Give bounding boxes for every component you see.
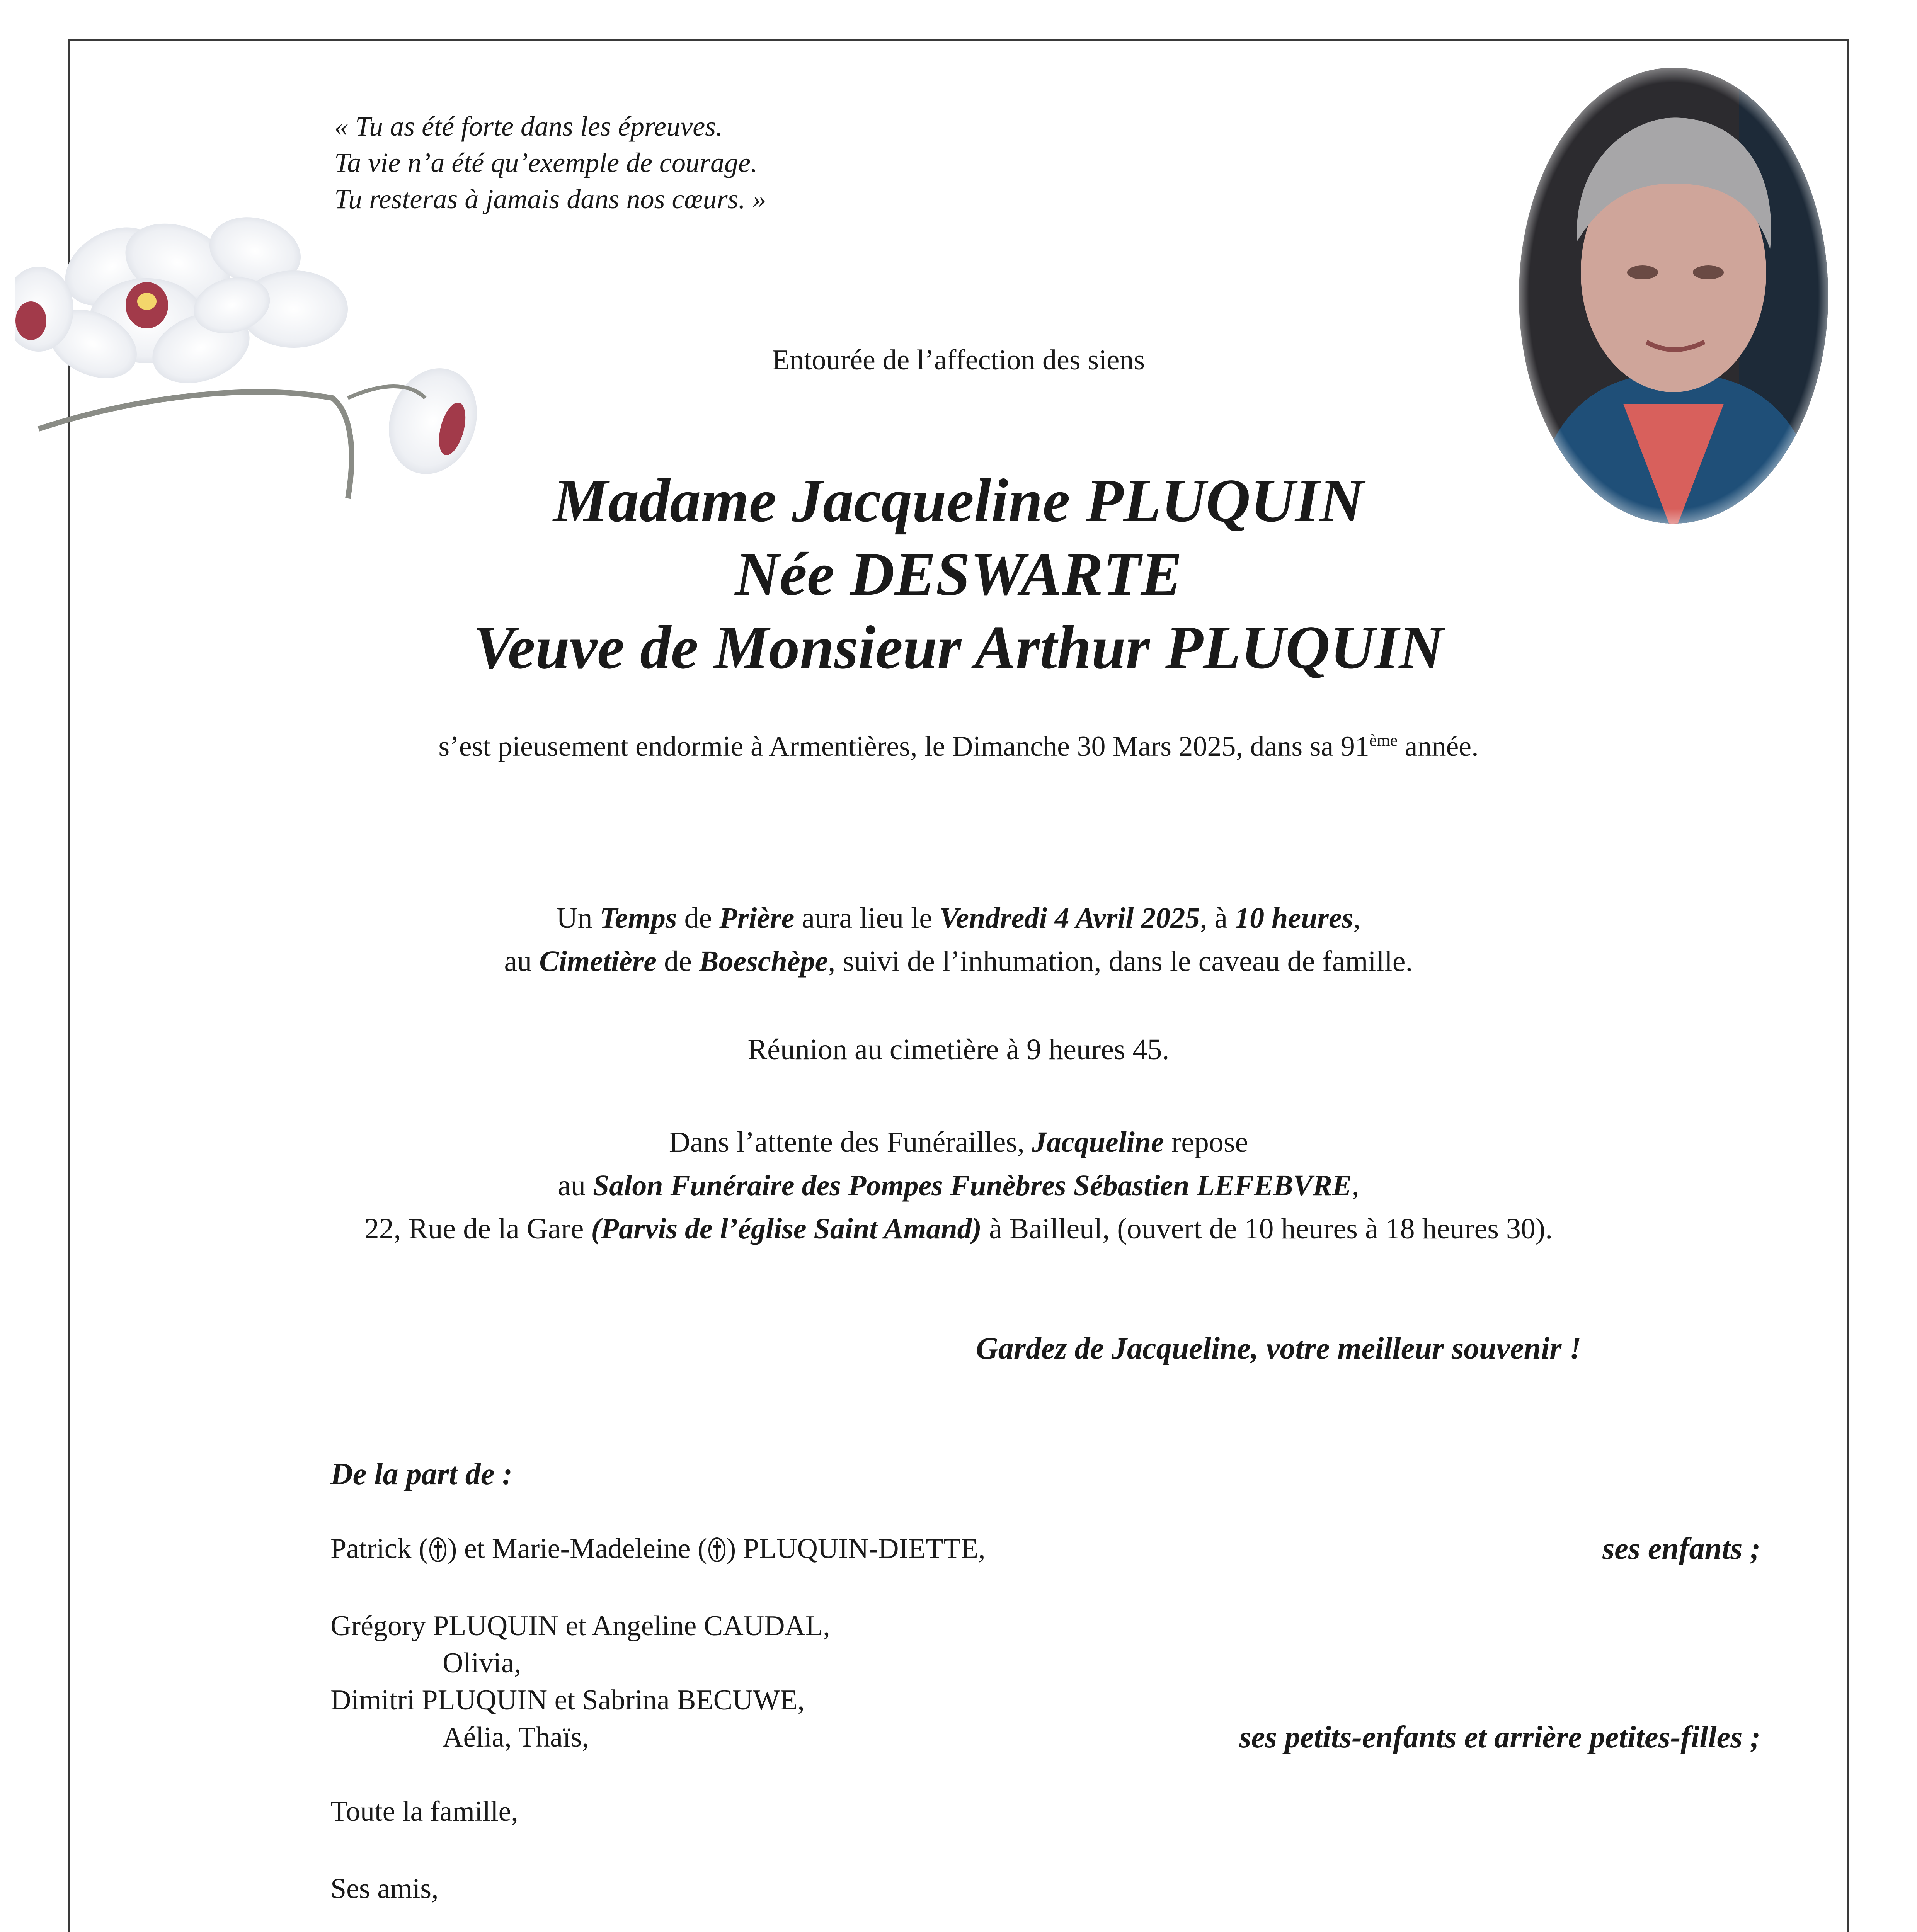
meeting-info: Réunion au cimetière à 9 heures 45. bbox=[747, 1033, 1170, 1066]
epigraph-line: Tu resteras à jamais dans nos cœurs. » bbox=[334, 184, 766, 214]
rest-line-2: au Salon Funéraire des Pompes Funèbres Sébastien LEFEBVRE, bbox=[558, 1169, 1359, 1202]
maiden-name: Née DESWARTE bbox=[735, 539, 1182, 608]
grandchildren-relation: ses petits-enfants et arrière petites-filles ; bbox=[1239, 1720, 1760, 1754]
cross-icon bbox=[428, 1536, 448, 1563]
deceased-name-block bbox=[68, 464, 1849, 684]
great-grandchildren-row bbox=[330, 1719, 1760, 1756]
epigraph-line: Ta vie n’a été qu’exemple de courage. bbox=[334, 147, 758, 178]
death-notice: s’est pieusement endormie à Armentières, le Dimanche 30 Mars 2025, dans sa 91ème année. bbox=[438, 731, 1479, 762]
portrait-photo bbox=[1507, 56, 1840, 535]
ceremony-line-1: Un Temps de Prière aura lieu le Vendredi 4 Avril 2025, à 10 heures, bbox=[556, 902, 1361, 934]
grandchild-couple-1: Grégory PLUQUIN et Angeline CAUDAL, bbox=[330, 1610, 830, 1642]
ceremony-info bbox=[68, 896, 1849, 983]
widow-of: Veuve de Monsieur Arthur PLUQUIN bbox=[473, 613, 1444, 682]
ceremony-line-2: au Cimetière de Boeschèpe, suivi de l’inhumation, dans le caveau de famille. bbox=[504, 945, 1413, 978]
intro-line: Entourée de l’affection des siens bbox=[772, 344, 1145, 376]
rest-line-3: 22, Rue de la Gare (Parvis de l’église Saint Amand) à Bailleul, (ouvert de 10 heures à 18 heures 30). bbox=[364, 1213, 1553, 1245]
epigraph-line: « Tu as été forte dans les épreuves. bbox=[334, 111, 723, 142]
children-row: Patrick ( ) et Marie-Madeleine ( ) PLUQUIN-DIETTE, ses enfants ; bbox=[330, 1530, 1760, 1567]
deceased-name: Madame Jacqueline PLUQUIN bbox=[553, 466, 1364, 535]
great-grandchildren-1: Olivia, bbox=[443, 1647, 521, 1679]
grandchild-couple-2: Dimitri PLUQUIN et Sabrina BECUWE, bbox=[330, 1684, 805, 1716]
cross-icon bbox=[707, 1536, 727, 1563]
epigraph bbox=[334, 108, 766, 217]
signoff: Gardez de Jacqueline, votre meilleur souvenir ! bbox=[976, 1332, 1582, 1366]
friends: Ses amis, bbox=[330, 1873, 439, 1905]
rest-line-1: Dans l’attente des Funérailles, Jacqueline repose bbox=[669, 1126, 1248, 1158]
all-family: Toute la famille, bbox=[330, 1796, 518, 1827]
grandchildren-list bbox=[330, 1607, 1760, 1756]
from-title: De la part de : bbox=[330, 1457, 513, 1491]
rest-info bbox=[68, 1121, 1849, 1250]
children-relation: ses enfants ; bbox=[1602, 1532, 1760, 1566]
great-grandchildren-2: Aélia, Thaïs, bbox=[443, 1721, 589, 1753]
family-list bbox=[330, 1530, 1760, 1567]
